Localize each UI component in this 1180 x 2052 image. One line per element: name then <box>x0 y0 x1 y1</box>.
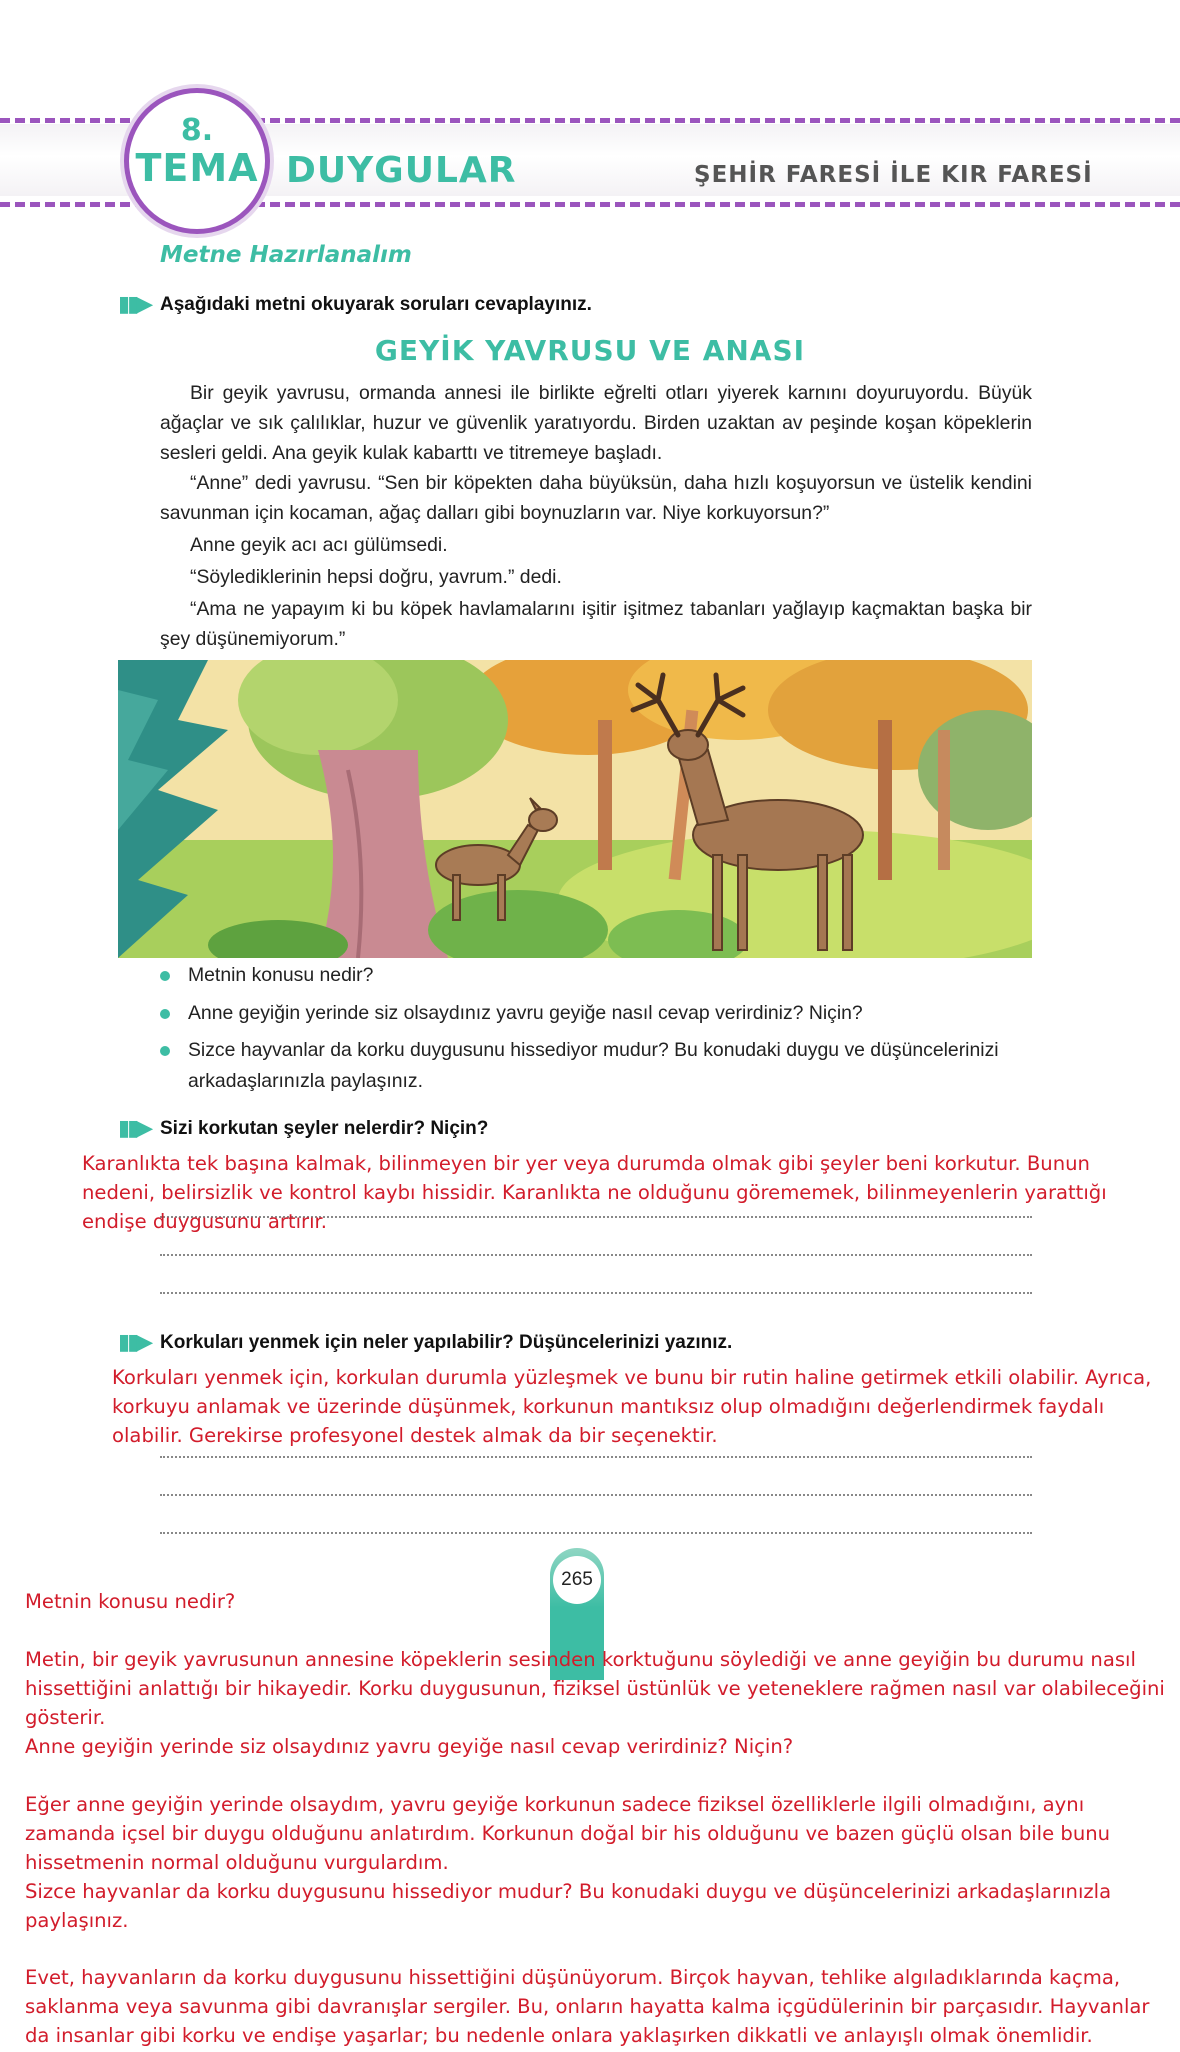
answer-line <box>160 1254 1032 1256</box>
answer-line <box>160 1494 1032 1496</box>
answer-1: Metin, bir geyik yavrusunun annesine köpeklerin sesinden korktuğunu söylediği ve anne geyiğin bu durumu nasıl hissettiğini anlattığı bir hikayedir. Korku duygusunun, fiziksel üstünlük ve yeteneklere rağmen nasıl var olabileceğini gösterir. <box>25 1648 1165 1729</box>
answer-line <box>160 1532 1032 1534</box>
answer-question-1: Metnin konusu nedir? <box>25 1590 236 1613</box>
arrow-icon: ▮▮▶ <box>118 1330 151 1355</box>
arrow-icon: ▮▮▶ <box>118 1116 151 1141</box>
arrow-icon: ▮▮▶ <box>118 292 151 317</box>
answer-line <box>160 1292 1032 1294</box>
page-number: 265 <box>553 1556 601 1604</box>
answer-3: Evet, hayvanların da korku duygusunu hissettiğini düşünüyorum. Birçok hayvan, tehlike algıladıklarında kaçma, saklanma veya savunma gibi davranışlar sergiler. Bu, onların hayatta kalma içgüdülerinin bir parçasıdır. Hayvanlar da insanlar gibi korku ve endişe yaşarlar; bu nedenle onlara yaklaşırken dikkatli ve anlayışlı olmak önemlidir. <box>25 1966 1150 2047</box>
bullet-icon <box>160 971 170 981</box>
tema-label: TEMA <box>135 146 259 190</box>
story-paragraph: Anne geyik acı acı gülümsedi. <box>190 534 448 556</box>
story-paragraph: “Söylediklerinin hepsi doğru, yavrum.” dedi. <box>190 566 562 588</box>
section-heading: Metne Hazırlanalım <box>160 242 412 268</box>
task2-prompt: Korkuları yenmek için neler yapılabilir? Düşüncelerinizi yazınız. <box>160 1332 733 1353</box>
task2-answer: Korkuları yenmek için, korkulan durumla yüzleşmek ve bunu bir rutin haline getirmek etkili olabilir. Ayrıca, korkuyu anlamak ve üzerinde düşünmek, korkunun mantıksız olup olmadığını değerlendirmek faydalı olabilir. Gerekirse profesyonel destek almak da bir seçenektir. <box>112 1366 1152 1447</box>
question-item: Anne geyiğin yerinde siz olsaydınız yavru geyiğe nasıl cevap verirdiniz? Niçin? <box>188 1002 863 1024</box>
tema-number: 8. <box>180 113 214 148</box>
answer-line <box>160 1456 1032 1458</box>
task1-answer: Karanlıkta tek başına kalmak, bilinmeyen bir yer veya durumda olmak gibi şeyler beni korkutur. Bunun nedeni, belirsizlik ve kontrol kaybı hissidir. Karanlıkta ne olduğunu görememek, bilinmeyenlerin yarattığı endişe duygusunu artırır. <box>82 1152 1107 1233</box>
bullet-icon <box>160 1009 170 1019</box>
question-item: Metnin konusu nedir? <box>188 964 374 986</box>
story-title: GEYİK YAVRUSU VE ANASI <box>374 334 806 367</box>
bullet-icon <box>160 1046 170 1056</box>
tema-badge <box>124 88 270 234</box>
answer-question-2: Anne geyiğin yerinde siz olsaydınız yavru geyiğe nasıl cevap verirdiniz? Niçin? <box>25 1735 794 1758</box>
answer-question-3: Sizce hayvanlar da korku duygusunu hissediyor mudur? Bu konudaki duygu ve düşüncelerinizi arkadaşlarınızla paylaşınız. <box>25 1880 1112 1932</box>
instruction-text: Aşağıdaki metni okuyarak soruları cevaplayınız. <box>160 294 592 315</box>
answer-2: Eğer anne geyiğin yerinde olsaydım, yavru geyiğe korkunun sadece fiziksel özelliklerle ilgili olmadığını, aynı zamanda içsel bir duygu olduğunu anlatırdım. Korkunun doğal bir his olduğunu ve bazen güçlü olsan bile bunu hissetmenin normal olduğunu vurgulardım. <box>25 1793 1111 1874</box>
forest-deer-illustration <box>118 660 1032 958</box>
story-paragraph: Bir geyik yavrusu, ormanda annesi ile birlikte eğrelti otları yiyerek karnını doyuruyordu. Büyük ağaçlar ve sık çalılıklar, huzur ve güvenlik yaratıyordu. Birden uzaktan av peşinde koşan köpeklerin sesleri geldi. Ana geyik kulak kabarttı ve titremeye başladı. <box>160 382 1032 464</box>
task1-prompt: Sizi korkutan şeyler nelerdir? Niçin? <box>160 1118 489 1139</box>
unit-subtitle: ŞEHİR FARESİ İLE KIR FARESİ <box>694 162 1093 188</box>
question-item: Sizce hayvanlar da korku duygusunu hissediyor mudur? Bu konudaki duygu ve düşüncelerinizi arkadaşlarınızla paylaşınız. <box>188 1039 999 1092</box>
story-paragraph: “Ama ne yapayım ki bu köpek havlamalarını işitir işitmez tabanları yağlayıp kaçmaktan başka bir şey düşünemiyorum.” <box>160 598 1032 650</box>
story-paragraph: “Anne” dedi yavrusu. “Sen bir köpekten daha büyüksün, daha hızlı koşuyorsun ve üstelik kendini savunman için kocaman, ağaç dalları gibi boynuzların var. Niye korkuyorsun?” <box>160 472 1032 524</box>
theme-title: DUYGULAR <box>286 150 517 191</box>
